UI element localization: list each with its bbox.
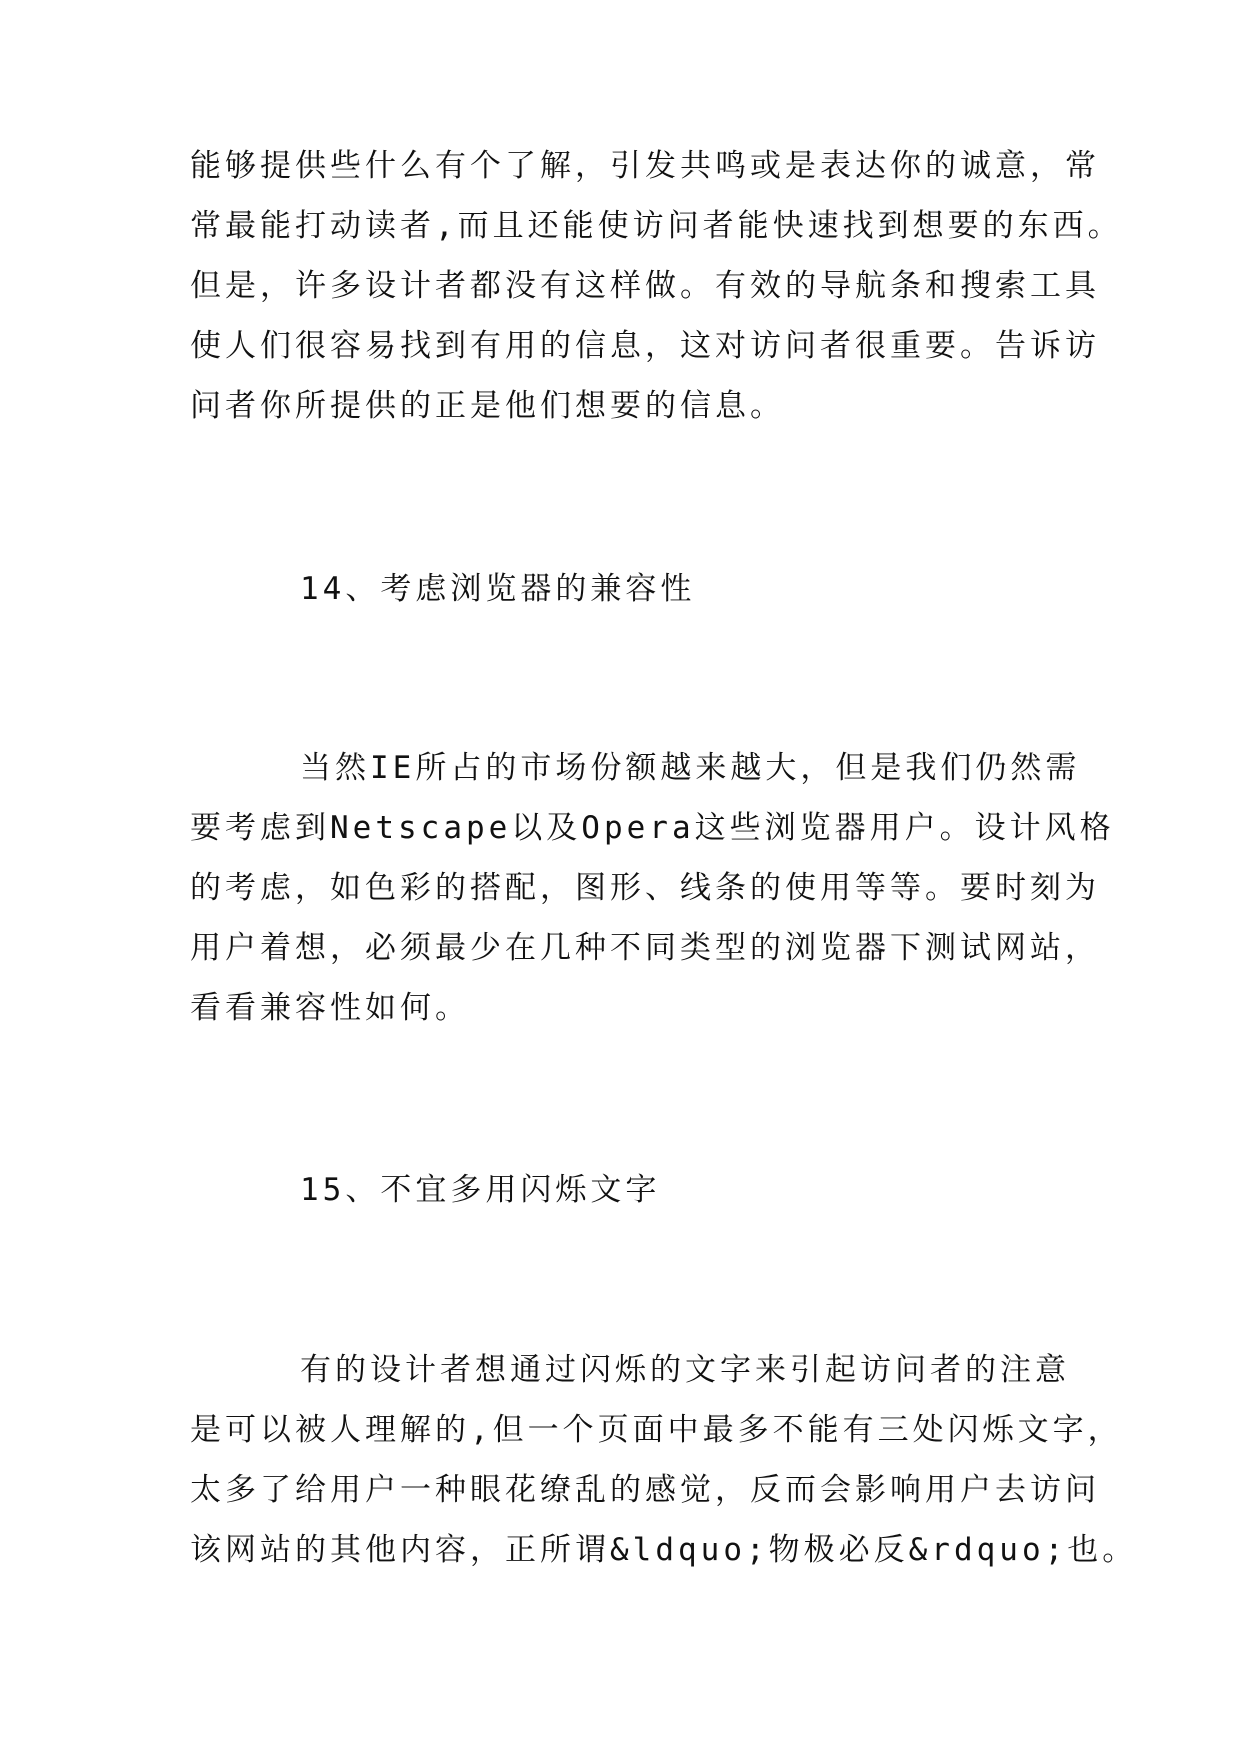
- paragraph-15-line-1: 有的设计者想通过闪烁的文字来引起访问者的注意: [300, 1352, 1070, 1388]
- paragraph-13-line-5: 问者你所提供的正是他们想要的信息。: [190, 388, 785, 424]
- heading-15: 15、不宜多用闪烁文字: [300, 1172, 661, 1208]
- paragraph-15-line-4: 该网站的其他内容，正所谓&ldquo;物极必反&rdquo;也。: [190, 1532, 1138, 1568]
- paragraph-14-line-5: 看看兼容性如何。: [190, 990, 470, 1026]
- paragraph-14-line-2: 要考虑到Netscape以及Opera这些浏览器用户。设计风格: [190, 810, 1115, 846]
- paragraph-13-line-4: 使人们很容易找到有用的信息，这对访问者很重要。告诉访: [190, 328, 1100, 364]
- paragraph-14-line-3: 的考虑，如色彩的搭配，图形、线条的使用等等。要时刻为: [190, 870, 1100, 906]
- paragraph-13-line-1: 能够提供些什么有个了解，引发共鸣或是表达你的诚意，常: [190, 148, 1100, 184]
- paragraph-13-line-3: 但是，许多设计者都没有这样做。有效的导航条和搜索工具: [190, 268, 1100, 304]
- heading-14: 14、考虑浏览器的兼容性: [300, 571, 696, 607]
- paragraph-15-line-3: 太多了给用户一种眼花缭乱的感觉，反而会影响用户去访问: [190, 1472, 1100, 1508]
- paragraph-14-line-1: 当然IE所占的市场份额越来越大，但是我们仍然需: [300, 750, 1081, 786]
- paragraph-15-line-2: 是可以被人理解的,但一个页面中最多不能有三处闪烁文字，: [190, 1412, 1123, 1448]
- paragraph-13-line-2: 常最能打动读者,而且还能使访问者能快速找到想要的东西。: [190, 208, 1123, 244]
- paragraph-14-line-4: 用户着想，必须最少在几种不同类型的浏览器下测试网站，: [190, 930, 1100, 966]
